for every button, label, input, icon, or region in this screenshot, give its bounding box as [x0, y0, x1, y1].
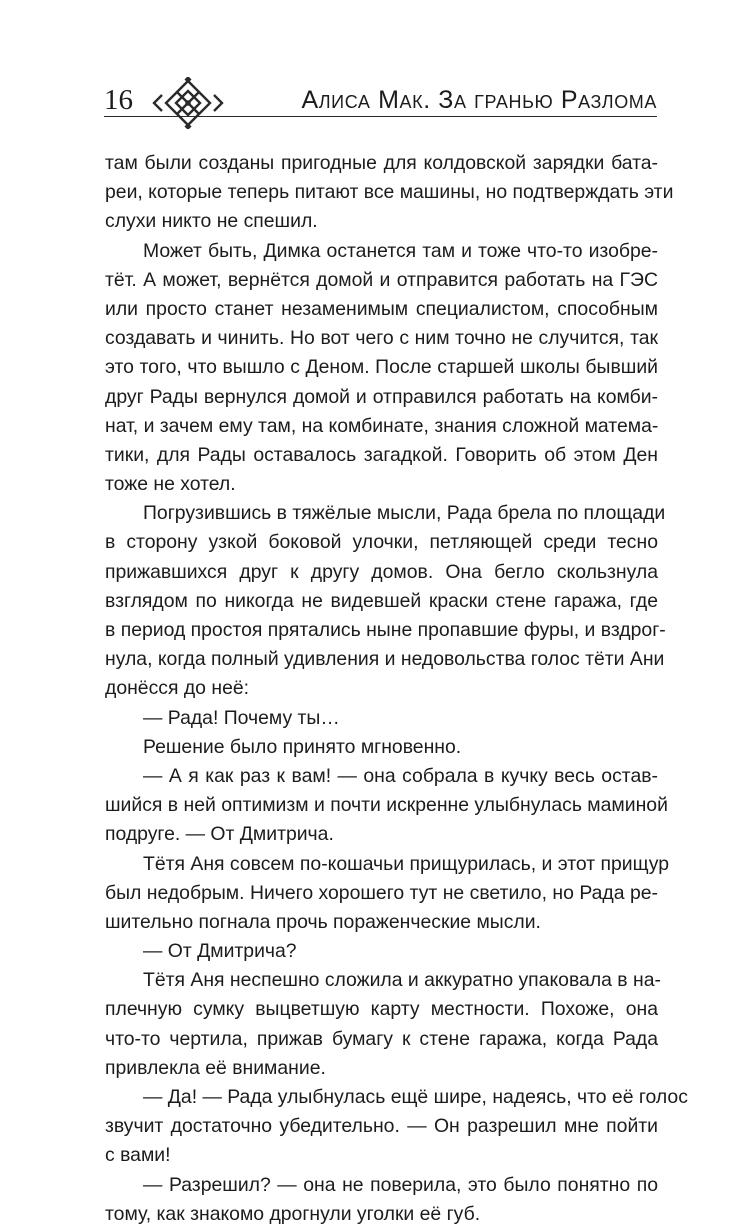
text-line: с вами! — [105, 1144, 171, 1167]
paragraph — [105, 733, 658, 762]
text-line: Тётя Аня неспешно сложила и аккуратно упаковала в на- — [143, 969, 661, 992]
paragraph — [105, 704, 658, 733]
text-line: тёт. А может, вернётся домой и отправится работать на ГЭС — [105, 268, 658, 291]
page-header — [0, 0, 737, 140]
running-head: Алиса Мак. За гранью Разлома — [301, 86, 657, 114]
text-line: — А я как раз к вам! — она собрала в кучку весь остав- — [143, 764, 658, 787]
text-line: тики, для Рады оставалось загадкой. Говорить об этом Ден — [105, 443, 658, 466]
text-line: прижавшихся друг к другу домов. Она бегло скользнула — [105, 560, 658, 583]
text-line: — Рада! Почему ты… — [143, 706, 340, 729]
paragraph — [105, 499, 666, 703]
paragraph — [105, 1171, 658, 1229]
text-line: донёсся до неё: — [105, 677, 250, 700]
text-line: подруге. — От Дмитрича. — [105, 823, 334, 846]
text-line: тоже не хотел. — [105, 473, 236, 496]
text-line: Решение было принято мгновенно. — [143, 735, 462, 758]
text-line: звучит достаточно убедительно. — Он разрешил мне пойти — [105, 1115, 658, 1138]
paragraph — [105, 966, 661, 1083]
paragraph — [105, 762, 668, 850]
text-line: там были созданы пригодные для колдовской зарядки бата- — [105, 152, 658, 174]
text-line: реи, которые теперь питают все машины, но подтверждать эти — [105, 181, 674, 204]
text-line: что-то чертила, прижав бумагу к стене гаража, когда Рада — [105, 1027, 658, 1050]
text-line: плечную сумку выцветшую карту местности. Похоже, она — [105, 998, 658, 1021]
text-line: это того, что вышло с Деном. После старшей школы бывший — [105, 356, 658, 379]
text-line: тому, как знакомо дрогнули уголки её губ. — [105, 1202, 481, 1225]
text-line: нат, и зачем ему там, на комбинате, знания сложной матема- — [105, 414, 659, 437]
text-line: Тётя Аня совсем по-кошачьи прищурилась, и этот прищур — [143, 852, 670, 875]
header-rule — [104, 116, 657, 117]
text-line: Погрузившись в тяжёлые мысли, Рада брела по площади — [143, 502, 666, 525]
paragraph — [105, 850, 670, 938]
paragraph — [105, 1083, 688, 1171]
text-line: — От Дмитрича? — [143, 940, 297, 963]
text-line: шительно погнала прочь пораженческие мысли. — [105, 910, 541, 933]
page-number: 16 — [104, 84, 133, 116]
paragraph — [105, 937, 658, 966]
text-line: взглядом по никогда не видевшей краски стене гаража, где — [105, 589, 658, 612]
text-line: шийся в ней оптимизм и почти искренне улыбнулась маминой — [105, 794, 668, 817]
text-line: привлекла её внимание. — [105, 1056, 326, 1079]
paragraph — [105, 149, 674, 237]
text-line: слухи никто не спешил. — [105, 210, 318, 233]
lattice-ornament-icon — [150, 77, 226, 129]
text-line: в период простоя прятались ныне пропавшие фуры, и вздрог- — [105, 619, 666, 641]
paragraph — [105, 237, 658, 500]
text-line: в сторону узкой боковой улочки, петляющей среди тесно — [105, 531, 658, 554]
text-line: Может быть, Димка останется там и тоже что-то изобре- — [143, 239, 658, 262]
page-text — [105, 149, 688, 1229]
text-line: друг Рады вернулся домой и отправился работать на комби- — [105, 385, 658, 408]
text-line: — Да! — Рада улыбнулась ещё шире, надеясь, что её голос — [143, 1086, 688, 1108]
text-line: создавать и чинить. Но вот чего с ним точно не случится, так — [105, 327, 658, 350]
text-line: был недобрым. Ничего хорошего тут не светило, но Рада ре- — [105, 881, 658, 904]
text-line: или просто станет незаменимым специалистом, способным — [105, 297, 658, 320]
text-line: нула, когда полный удивления и недовольства голос тёти Ани — [105, 648, 665, 671]
text-line: — Разрешил? — она не поверила, это было понятно по — [143, 1173, 658, 1196]
